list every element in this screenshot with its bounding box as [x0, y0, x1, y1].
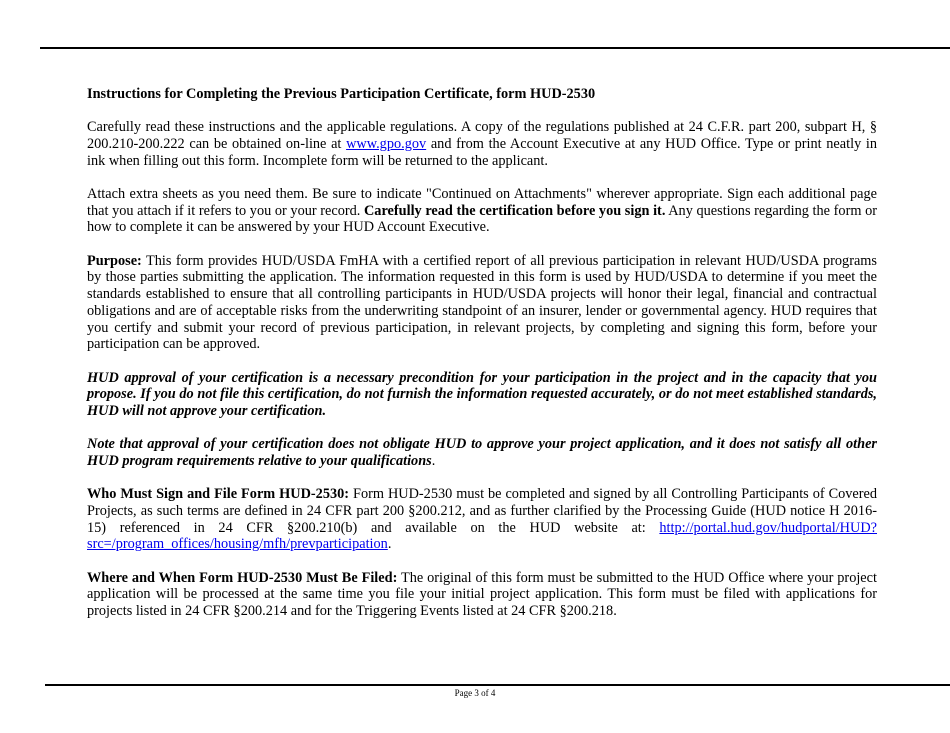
page-number: Page 3 of 4 — [454, 688, 496, 698]
purpose-text: This form provides HUD/USDA FmHA with a certified report of all previous participation in relevant HUD/USDA programs by those parties submitting the application. The information requested in this form is used by HUD/USDA to determine if you meet the standards established to ensure that all controlling participants in HUD/USDA projects will honor their legal, financial and contractual obligations and are of acceptable risks from the underwriting standpoint of an insurer, lender or governmental agency. HUD requires that you certify and submit your record of previous participation, in relevant projects, by completing and signing this form, before your participation can be approved. — [87, 252, 877, 353]
note-period: . — [431, 452, 436, 469]
top-rule — [40, 47, 950, 49]
attachments-text-b: Any questions regarding the form or how to complete it can be answered by your HUD Account Executive. — [87, 202, 877, 236]
intro-text-a: Carefully read these instructions and the applicable regulations. A copy of the regulations published at 24 C.F.R. part 200, subpart H, § 200.210-200.222 can be obtained on-line at — [87, 119, 877, 152]
attachments-paragraph — [87, 186, 877, 236]
who-label: Who Must Sign and File Form HUD-2530: — [87, 486, 350, 503]
certification-warning: Carefully read the certification before you sign it. — [363, 202, 666, 219]
instructions-body — [87, 86, 877, 636]
page-title: Instructions for Completing the Previous Participation Certificate, form HUD-2530 — [87, 86, 596, 102]
who-period: . — [387, 536, 392, 553]
bottom-rule — [45, 684, 950, 686]
intro-paragraph — [87, 119, 877, 169]
attachments-text-a: Attach extra sheets as you need them. Be sure to indicate "Continued on Attachments" wherever appropriate. Sign each additional page that you attach if it refers to you or your record. — [87, 186, 877, 219]
who-paragraph — [87, 486, 877, 553]
where-label: Where and When Form HUD-2530 Must Be Filed: — [87, 569, 398, 586]
hud-prevparticipation-link[interactable]: http://portal.hud.gov/hudportal/HUD?src=/program_offices/housing/mfh/prevparticipation — [87, 519, 877, 553]
where-text: The original of this form must be submitted to the HUD Office where your project application will be processed at the same time you file your initial project application. This form must be filed with applications for projects listed in 24 CFR §200.214 and for the Triggering Events listed at 24 CFR §200.218. — [87, 569, 877, 620]
note-text: Note that approval of your certification does not obligate HUD to approve your project application, and it does not satisfy all other HUD program requirements relative to your qualifications — [87, 436, 877, 469]
intro-text-b: and from the Account Executive at any HUD Office. Type or print neatly in ink when filling out this form. Incomplete form will be returned to the applicant. — [87, 136, 878, 169]
who-text: Form HUD-2530 must be completed and signed by all Controlling Participants of Covered Projects, as such terms are defined in 24 CFR part 200 §200.212, and as further clarified by the Processing Guide (HUD notice H 2016-15) referenced in 24 CFR §200.210(b) and available on the HUD website at: — [87, 486, 877, 536]
note-paragraph — [87, 436, 877, 469]
purpose-label: Purpose: — [87, 252, 142, 269]
where-paragraph — [87, 570, 877, 620]
purpose-paragraph — [87, 253, 877, 353]
gpo-link[interactable]: www.gpo.gov — [346, 136, 427, 152]
approval-paragraph: HUD approval of your certification is a necessary precondition for your participation in the project and in the capacity that you propose. If you do not file this certification, do not furnish the information requested accurately, or do not meet established standards, HUD will not approve your certification. — [87, 369, 877, 419]
